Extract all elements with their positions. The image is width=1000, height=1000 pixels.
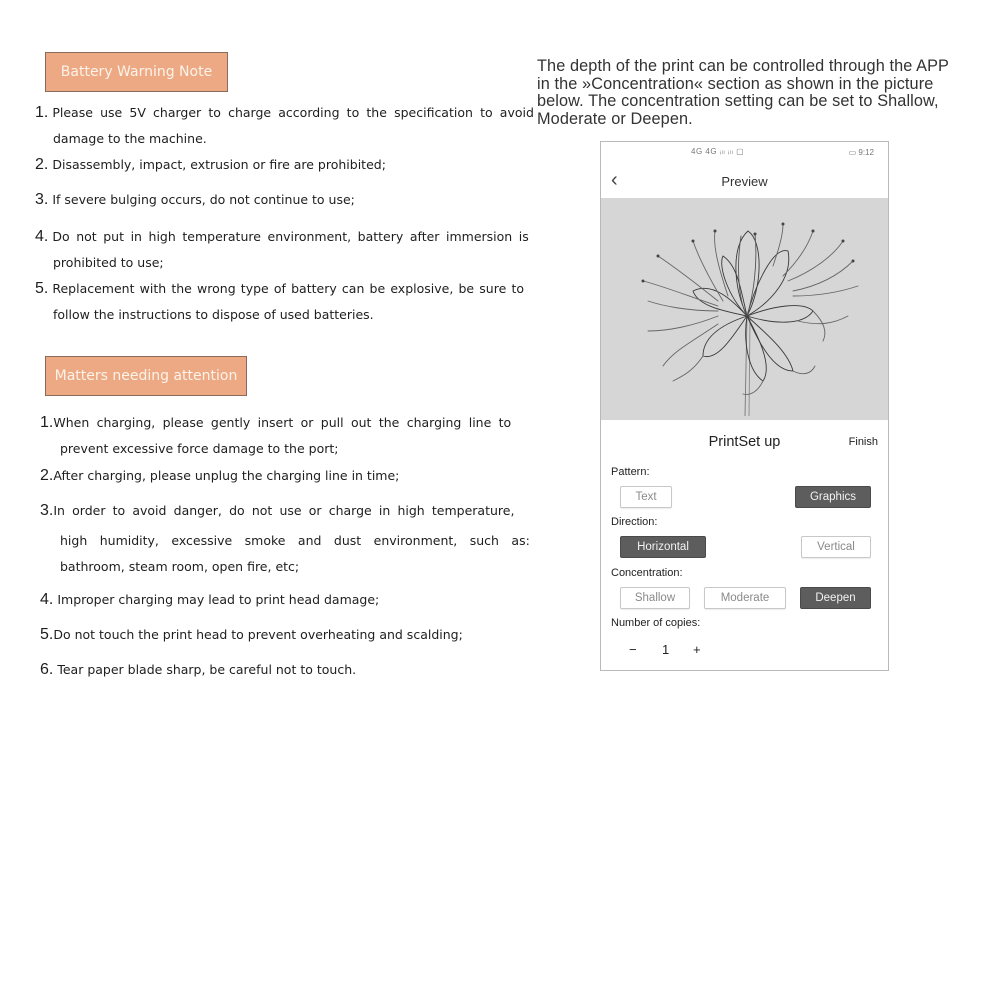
item-number: 5. (40, 626, 54, 643)
preview-title: Preview (721, 174, 768, 189)
concentration-label: Concentration: (611, 567, 683, 579)
item-number: 1. (35, 104, 49, 121)
signal-icons: 4G 4G ᵢₗₗ ᵢₗₗ ▢ (691, 147, 745, 156)
matters-item-2 (40, 467, 399, 485)
description-line: below. The concentration setting can be set to Shallow, (537, 92, 939, 110)
item-number: 3. (35, 191, 49, 208)
item-number: 4. (40, 591, 54, 608)
item-text: If severe bulging occurs, do not continue to use; (52, 192, 355, 207)
item-number: 6. (40, 661, 54, 678)
print-setup-panel (603, 424, 886, 669)
matters-item-1 (40, 414, 511, 456)
battery-item-1 (35, 104, 534, 146)
item-text: Improper charging may lead to print head damage; (57, 592, 380, 607)
print-preview-area (601, 198, 888, 420)
pattern-text-option[interactable]: Text (620, 486, 672, 508)
item-text-continued: prevent excessive force damage to the port; (60, 441, 339, 456)
concentration-moderate-option[interactable]: Moderate (704, 587, 786, 609)
copies-decrement-button[interactable]: − (629, 642, 637, 657)
matters-attention-title: Matters needing attention (54, 368, 238, 384)
matters-item-6 (40, 661, 356, 679)
item-text-continued: prohibited to use; (53, 255, 164, 270)
matters-item-3 (40, 502, 530, 574)
item-number: 2. (40, 467, 54, 484)
item-text: Do not touch the print head to prevent overheating and scalding; (53, 627, 463, 642)
battery-warning-title: Battery Warning Note (60, 64, 213, 80)
description-line: The depth of the print can be controlled through the APP (537, 57, 950, 75)
nav-bar (601, 164, 888, 198)
item-text-continued: follow the instructions to dispose of used batteries. (53, 307, 374, 322)
copies-value: 1 (662, 642, 670, 657)
copies-label: Number of copies: (611, 617, 701, 629)
item-text: After charging, please unplug the charging line in time; (53, 468, 400, 483)
concentration-description (537, 58, 967, 128)
item-number: 3. (40, 502, 54, 519)
item-text: Please use 5V charger to charge according to the specification to avoid (52, 105, 534, 120)
battery-warning-heading (45, 52, 228, 92)
item-number: 2. (35, 156, 49, 173)
spider-lily-drawing (623, 206, 863, 416)
battery-item-3 (35, 191, 355, 209)
status-bar (601, 142, 888, 164)
pattern-label: Pattern: (611, 466, 650, 478)
matters-item-5 (40, 626, 463, 644)
battery-time (849, 148, 874, 157)
item-number: 5. (35, 280, 49, 297)
direction-vertical-option[interactable]: Vertical (801, 536, 871, 558)
pattern-graphics-option[interactable]: Graphics (795, 486, 871, 508)
battery-item-5 (35, 280, 524, 322)
description-line: Moderate or Deepen. (537, 109, 693, 128)
concentration-deepen-option[interactable]: Deepen (800, 587, 871, 609)
item-number: 4. (35, 228, 49, 245)
item-text: When charging, please gently insert or pull out the charging line to (53, 415, 512, 430)
matters-attention-heading (45, 356, 247, 396)
item-text-continued: bathroom, steam room, open fire, etc; (60, 559, 300, 574)
battery-item-2 (35, 156, 386, 174)
item-text-continued: damage to the machine. (53, 131, 207, 146)
item-text: Tear paper blade sharp, be careful not to touch. (57, 662, 357, 677)
print-setup-title: PrintSet up (708, 434, 781, 450)
battery-icon: ▭ (848, 148, 857, 157)
description-line: in the »Concentration« section as shown in the picture (537, 74, 934, 93)
matters-item-4 (40, 591, 379, 609)
item-text: Replacement with the wrong type of battery can be explosive, be sure to (52, 281, 524, 296)
item-number: 1. (40, 414, 54, 431)
finish-button[interactable]: Finish (848, 436, 878, 448)
copies-increment-button[interactable]: + (693, 642, 701, 657)
status-time: 9:12 (858, 148, 874, 157)
phone-app-screenshot (600, 141, 889, 671)
item-text: Do not put in high temperature environment, battery after immersion is (52, 229, 529, 244)
direction-label: Direction: (611, 516, 658, 528)
concentration-shallow-option[interactable]: Shallow (620, 587, 690, 609)
item-text-continued: high humidity, excessive smoke and dust environment, such as: (60, 533, 530, 548)
chevron-left-icon[interactable]: ‹ (611, 169, 618, 191)
item-text: In order to avoid danger, do not use or charge in high temperature, (53, 503, 515, 518)
battery-item-4 (35, 228, 529, 270)
direction-horizontal-option[interactable]: Horizontal (620, 536, 706, 558)
item-text: Disassembly, impact, extrusion or fire are prohibited; (52, 157, 386, 172)
